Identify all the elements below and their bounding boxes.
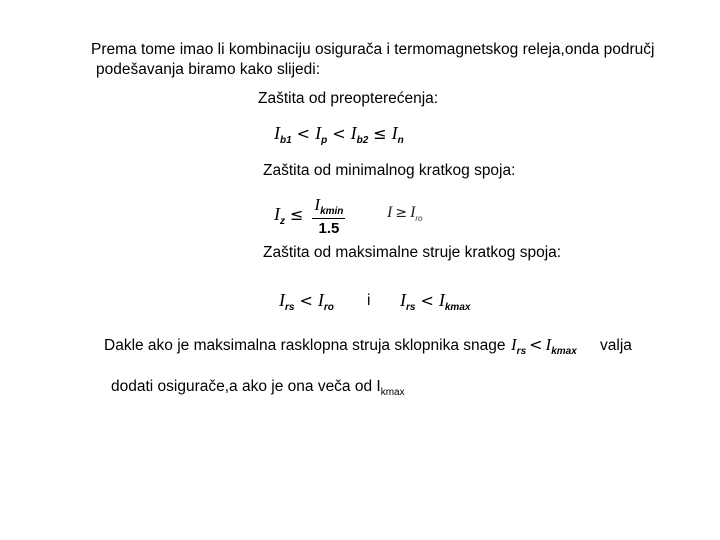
min-short-formula	[274, 196, 345, 236]
formula-term: I	[274, 123, 280, 143]
min-short-heading: Zaštita od minimalnog kratkog spoja:	[263, 162, 516, 179]
formula-subscript: z	[280, 216, 285, 228]
formula-operator: ≥	[395, 205, 408, 221]
formula-operator: <	[332, 124, 346, 143]
conclusion-line-2	[111, 379, 405, 398]
formula-subscript: kmax	[444, 302, 471, 313]
formula-operator: <	[296, 124, 311, 143]
max-short-heading: Zaštita od maksimalne struje kratkog spoja:	[263, 244, 562, 261]
formula-operator: ≤	[290, 205, 304, 225]
formula-operator: <	[299, 291, 313, 310]
formula-operator: ≤	[373, 124, 387, 143]
max-short-formula-2	[400, 291, 470, 313]
formula-term: I	[317, 290, 324, 310]
intro-line-2: podešavanja biramo kako slijedi:	[96, 61, 321, 78]
fraction-denominator: 1.5	[318, 220, 340, 237]
conclusion-line-1-end: valja	[600, 337, 632, 354]
fraction	[312, 196, 345, 236]
formula-subscript: kmin	[320, 206, 344, 217]
overload-heading: Zaštita od preopterećenja:	[258, 90, 439, 107]
formula-term: I	[350, 123, 357, 143]
formula-subscript: rs	[516, 346, 527, 357]
formula-subscript: p	[321, 135, 328, 146]
formula-subscript: b1	[280, 135, 292, 146]
formula-term: I	[315, 123, 322, 143]
formula-subscript: b2	[356, 135, 369, 146]
min-short-formula-2	[387, 205, 423, 223]
formula-subscript: ro	[323, 302, 334, 313]
conclusion-line-1: Dakle ako je maksimalna rasklopna struja sklopnika snage	[104, 337, 506, 354]
fraction-numerator	[312, 196, 345, 219]
formula-subscript: rs	[285, 302, 295, 313]
conclusion-formula	[511, 336, 577, 357]
formula-subscript: rs	[406, 302, 416, 313]
conclusion-line-2-text: dodati osigurače,a ako je ona veča od I	[111, 378, 381, 395]
formula-term: I	[410, 204, 416, 221]
connector-i: i	[367, 292, 371, 309]
formula-subscript: kmax	[551, 346, 577, 357]
formula-term: I	[438, 290, 445, 310]
overload-formula	[274, 124, 404, 146]
formula-term: I	[545, 335, 552, 354]
intro-line-1: Prema tome imao li kombinaciju osigurača i termomagnetskog releja,onda područj	[91, 41, 655, 58]
formula-term: I	[274, 204, 280, 225]
formula-term: I	[400, 290, 406, 310]
formula-operator: <	[529, 335, 543, 354]
formula-subscript: n	[397, 135, 404, 146]
formula-term: I	[387, 204, 393, 221]
formula-operator: <	[420, 291, 434, 310]
formula-term: I	[391, 123, 398, 143]
formula-subscript: ro	[415, 214, 423, 223]
conclusion-line-2-subscript: kmax	[380, 387, 405, 398]
formula-term: I	[511, 335, 517, 354]
max-short-formula-1	[279, 291, 334, 313]
formula-term: I	[279, 290, 285, 310]
formula-term: I	[314, 195, 321, 214]
